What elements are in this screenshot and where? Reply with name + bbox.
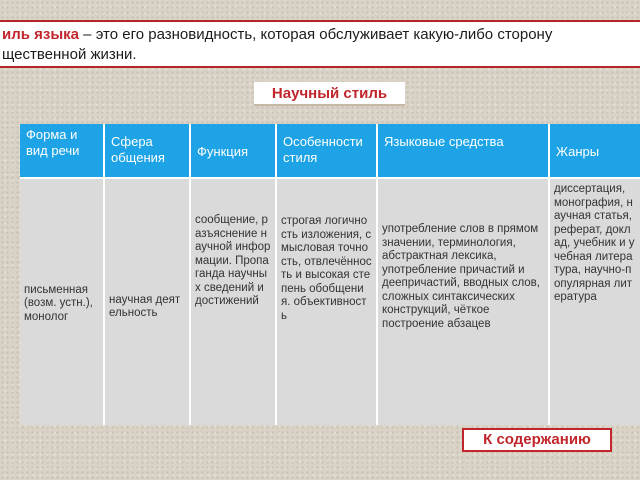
style-definition-box — [0, 20, 640, 68]
table-row — [20, 179, 640, 425]
header-sphere: Сфера общения — [105, 124, 191, 179]
cell-function: сообщение, разъяснение научной информации. Пропаганда научных сведений и достижений — [191, 179, 277, 425]
definition-text: – это его разновидность, которая обслуживает какую-либо сторону — [79, 26, 553, 43]
definition-term: иль языка — [2, 26, 80, 43]
table-header-row — [20, 124, 640, 179]
cell-features: строгая логичность изложения, смысловая точность, отвлечённость и высокая степень обобщения. объективность — [277, 179, 378, 425]
header-form: Форма и вид речи — [20, 124, 105, 179]
style-table — [20, 124, 640, 425]
header-language-means: Языковые средства — [378, 124, 550, 179]
header-genres: Жанры — [550, 124, 640, 179]
definition-line-1 — [2, 25, 640, 45]
cell-language-means: употребление слов в прямом значении, терминология, абстрактная лексика, употребление причастий и деепричастий, вводных слов, сложных синтаксических конструкций, чёткое построение абзацев — [378, 179, 550, 425]
header-features: Особенности стиля — [277, 124, 378, 179]
style-title: Научный стиль — [254, 82, 405, 106]
header-function: Функция — [191, 124, 277, 179]
definition-line-2: щественной жизни. — [2, 46, 137, 63]
cell-genres: диссертация, монография, научная статья, реферат, доклад, учебник и учебная литература, научно-популярная литература — [550, 179, 640, 425]
style-table-wrapper — [20, 124, 640, 432]
to-contents-button[interactable]: К содержанию — [462, 428, 612, 452]
cell-form: письменная (возм. устн.), монолог — [20, 179, 105, 425]
cell-sphere: научная деятельность — [105, 179, 191, 425]
